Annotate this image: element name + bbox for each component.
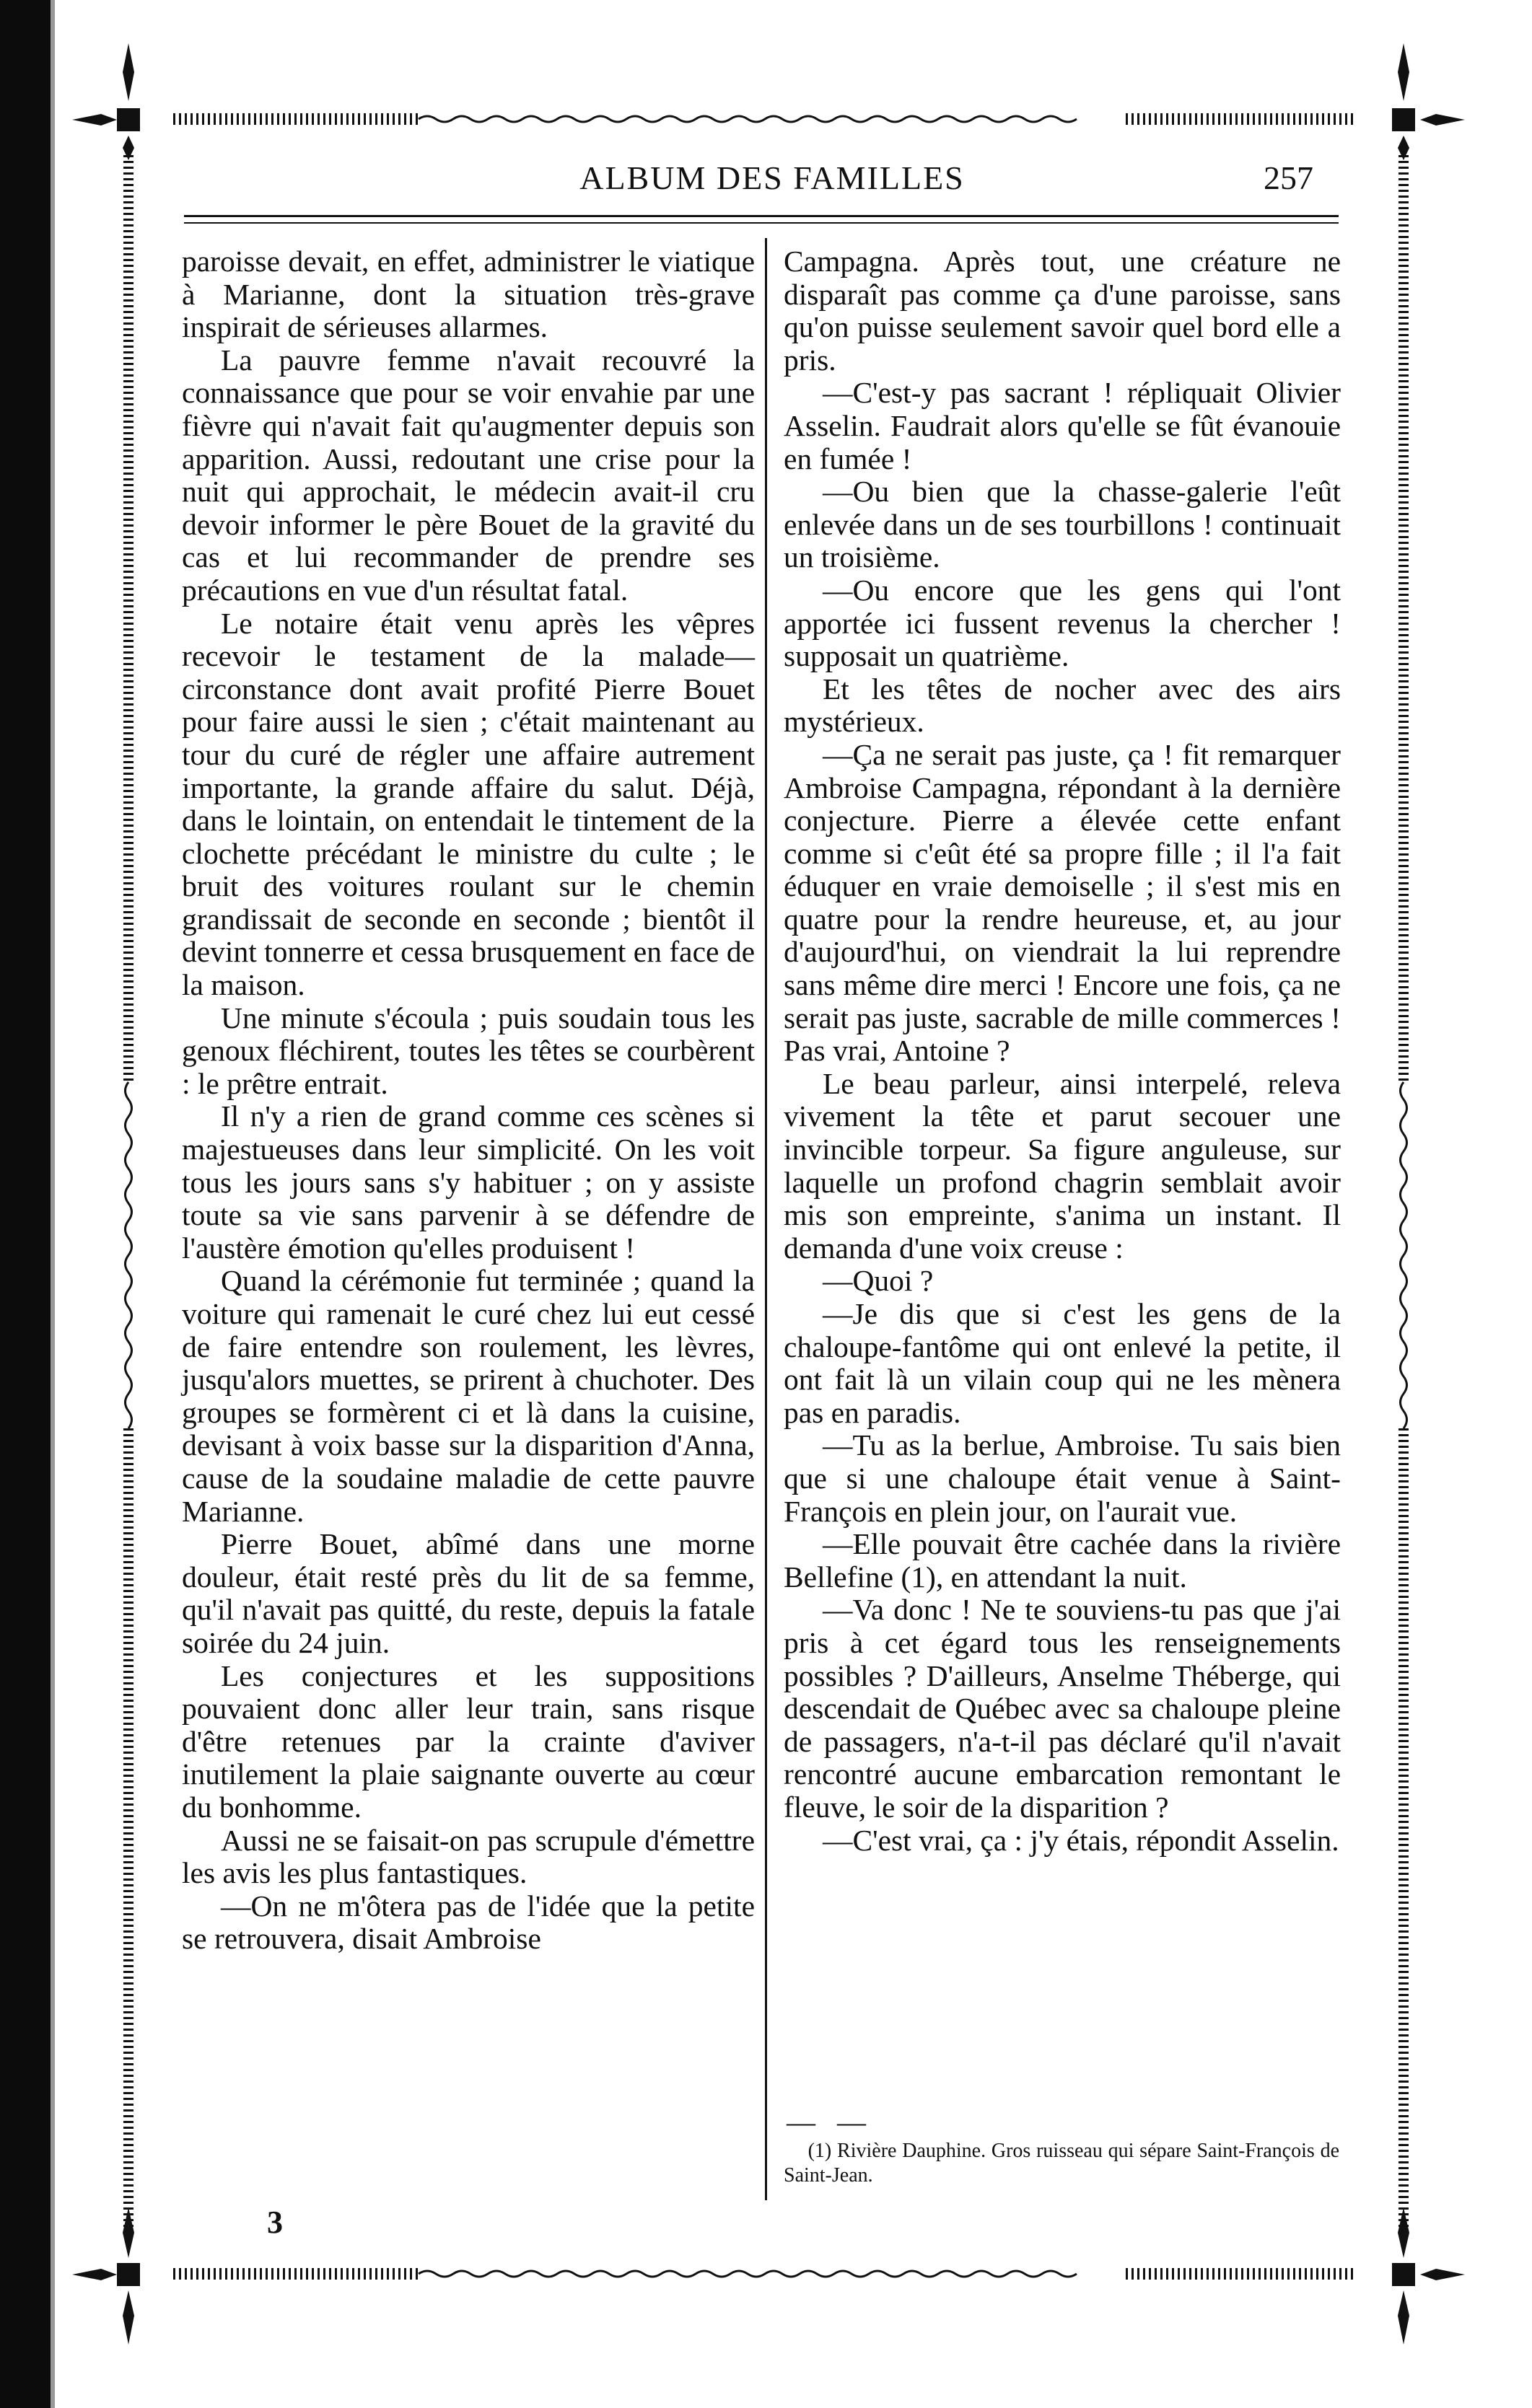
paragraph: —Je dis que si c'est les gens de la chaloupe-fantôme qui ont enlevé la petite, il ont fait là un vilain coup qui ne les mènera pas en paradis. bbox=[784, 1297, 1341, 1429]
footnote-text: (1) Rivière Dauphine. Gros ruisseau qui sépare Saint-François de Saint-Jean. bbox=[784, 2140, 1339, 2187]
paragraph: —On ne m'ôtera pas de l'idée que la petite se retrouvera, disait Ambroise bbox=[182, 1889, 755, 1956]
paragraph: —Va donc ! Ne te souviens-tu pas que j'ai pris à cet égard tous les renseignements possibles ? D'ailleurs, Anselme Théberge, qui descendait de Québec avec sa chaloupe pleine de passagers, n'a-t-il pas déclaré qu'il n'avait rencontré aucune embarcation remontant le fleuve, le soir de la disparition ? bbox=[784, 1593, 1341, 1824]
paragraph: Et les têtes de nocher avec des airs mystérieux. bbox=[784, 672, 1341, 739]
paragraph: Une minute s'écoula ; puis soudain tous les genoux fléchirent, toutes les têtes se courbèrent : le prêtre entrait. bbox=[182, 1001, 755, 1100]
paragraph: —Ça ne serait pas juste, ça ! fit remarquer Ambroise Campagna, répondant à la dernière conjecture. Pierre a élevée cette enfant comme si c'eût été sa propre fille ; il l'a fait éduquer en vraie demoiselle ; il s'est mis en quatre pour la rendre heureuse, et, au jour d'aujourd'hui, on viendrait la lui reprendre sans même dire merci ! Encore une fois, ça ne serait pas juste, sacrable de mille commerces ! Pas vrai, Antoine ? bbox=[784, 737, 1341, 1068]
paragraph: —Ou encore que les gens qui l'ont apportée ici fussent revenus la chercher ! supposait un quatrième. bbox=[784, 573, 1341, 673]
paragraph: Le notaire était venu après les vêpres recevoir le testament de la malade—circonstance dont avait profité Pierre Bouet pour faire aussi le sien ; c'était maintenant au tour du curé de régler une affaire autrement importante, la grande affaire du salut. Déjà, dans le lointain, on entendait le tintement de la clochette précédant le ministre du culte ; le bruit des voitures roulant sur le chemin grandissait de seconde en seconde ; bientôt il devint tonnerre et cessa brusquement en face de la maison. bbox=[182, 606, 755, 1002]
paragraph: Quand la cérémonie fut terminée ; quand la voiture qui ramenait le curé chez lui eut cessé de faire entendre son roulement, les lèvres, jusqu'alors muettes, se prirent à chuchoter. Des groupes se formèrent ci et là dans la cuisine, devisant à voix basse sur la disparition d'Anna, cause de la soudaine maladie de cette pauvre Marianne. bbox=[182, 1264, 755, 1528]
paragraph: paroisse devait, en effet, administrer le viatique à Marianne, dont la situation très-grave inspirait de sérieuses allarmes. bbox=[182, 245, 755, 344]
paragraph: —Elle pouvait être cachée dans la rivière Bellefine (1), en attendant la nuit. bbox=[784, 1527, 1341, 1594]
header-rule-bottom bbox=[184, 222, 1339, 224]
left-column bbox=[182, 245, 755, 1956]
paragraph: —C'est-y pas sacrant ! répliquait Olivier Asselin. Faudrait alors qu'elle se fût évanouie en fumée ! bbox=[784, 376, 1341, 475]
paragraph: —Ou bien que la chasse-galerie l'eût enlevée dans un de ses tourbillons ! continuait un troisième. bbox=[784, 475, 1341, 574]
running-title: ALBUM DES FAMILLES bbox=[579, 159, 965, 196]
right-column bbox=[784, 245, 1341, 1857]
paragraph: —Tu as la berlue, Ambroise. Tu sais bien que si une chaloupe était venue à Saint-François en plein jour, on l'aurait vue. bbox=[784, 1428, 1341, 1528]
paragraph: Aussi ne se faisait-on pas scrupule d'émettre les avis les plus fantastiques. bbox=[182, 1823, 755, 1890]
paragraph: Pierre Bouet, abîmé dans une morne douleur, était resté près du lit de sa femme, qu'il n'avait pas quitté, du reste, depuis la fatale soirée du 24 juin. bbox=[182, 1527, 755, 1659]
paragraph: Le beau parleur, ainsi interpelé, releva vivement la tête et parut secouer une invincible torpeur. Sa figure anguleuse, sur laquelle un profond chagrin semblait avoir mis son empreinte, s'anima un instant. Il demanda d'une voix creuse : bbox=[784, 1066, 1341, 1265]
paragraph: Il n'y a rien de grand comme ces scènes si majestueuses dans leur simplicité. On les voit tous les jours sans s'y habituer ; on y assiste toute sa vie sans parvenir à se défendre de l'austère émotion qu'elles produisent ! bbox=[182, 1099, 755, 1265]
paragraph: La pauvre femme n'avait recouvré la connaissance que pour se voir envahie par une fièvre qui n'avait fait qu'augmenter depuis son apparition. Aussi, redoutant une crise pour la nuit qui approchait, le médecin avait-il cru devoir informer le père Bouet de la gravité du cas et lui recommander de prendre ses précautions en vue d'un résultat fatal. bbox=[182, 343, 755, 607]
page-number: 257 bbox=[1264, 159, 1313, 196]
paragraph: —Quoi ? bbox=[822, 1264, 934, 1298]
paragraph: Les conjectures et les suppositions pouvaient donc aller leur train, sans risque d'être retenues par la crainte d'aviver inutilement la plaie saignante ouverte au cœur du bonhomme. bbox=[182, 1658, 755, 1824]
footnote-separator: — — bbox=[787, 2106, 873, 2138]
signature-mark: 3 bbox=[267, 2205, 283, 2240]
column-divider bbox=[765, 238, 767, 2200]
paragraph: —C'est vrai, ça : j'y étais, répondit Asselin. bbox=[822, 1823, 1339, 1857]
footnote bbox=[784, 2139, 1339, 2188]
paragraph: Campagna. Après tout, une créature ne disparaît pas comme ça d'une paroisse, sans qu'on puisse seulement savoir quel bord elle a pris. bbox=[784, 245, 1341, 377]
header-rule-top bbox=[184, 215, 1339, 217]
